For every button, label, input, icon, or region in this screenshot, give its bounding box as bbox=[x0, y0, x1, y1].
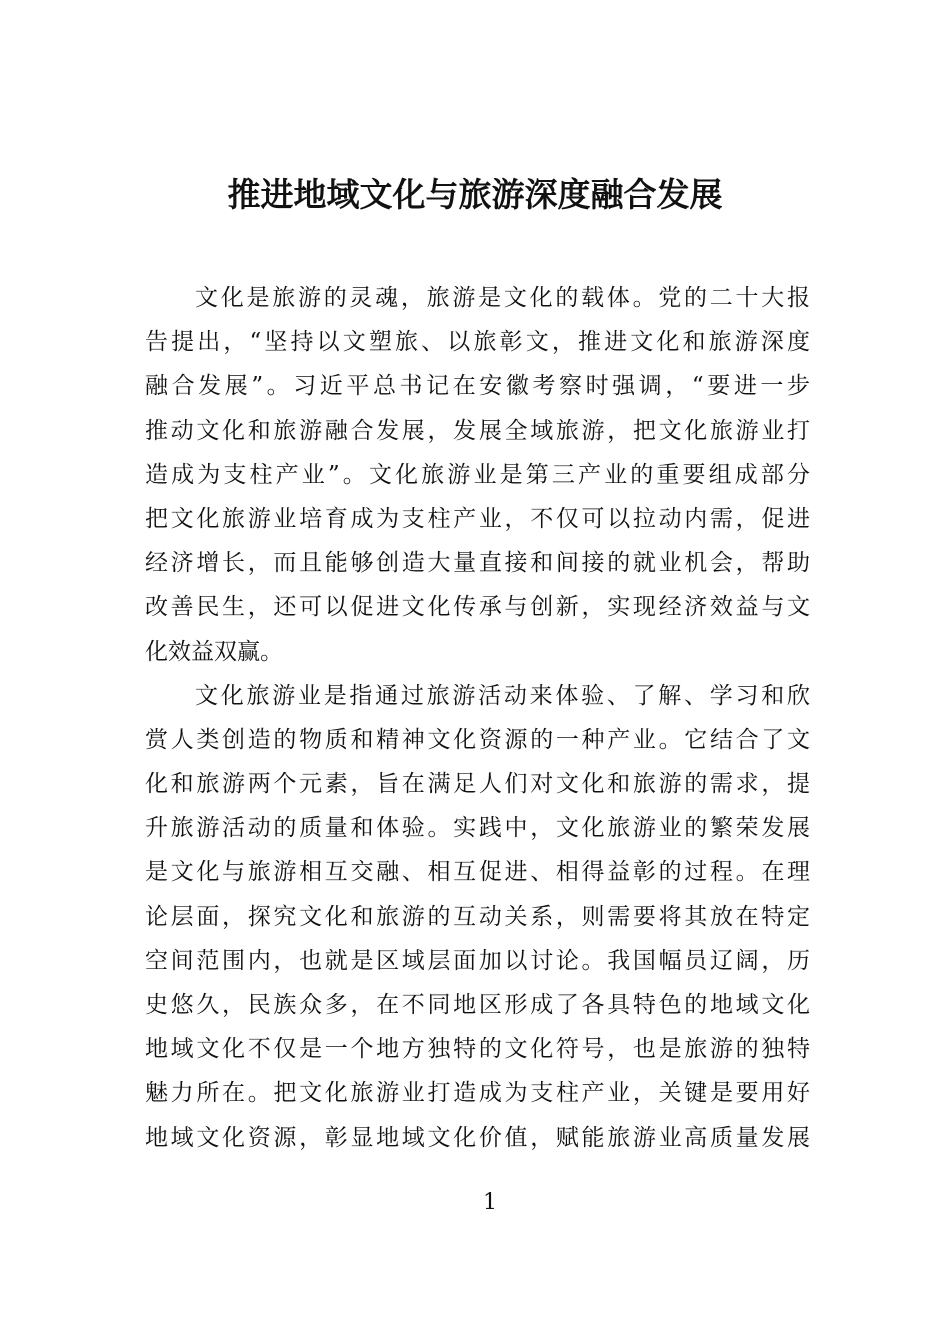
paragraph-line: 文化是旅游的灵魂，旅游是文化的载体。党的二十大报 bbox=[195, 285, 810, 311]
paragraph-line: 地域文化资源，彰显地域文化价值，赋能旅游业高质量发展 bbox=[145, 1124, 810, 1151]
paragraph-line: 空间范围内，也就是区域层面加以讨论。我国幅员辽阔，历 bbox=[145, 947, 810, 974]
paragraph-line: 是文化与旅游相互交融、相互促进、相得益彰的过程。在理 bbox=[145, 859, 810, 886]
paragraph-line: 文化旅游业是指通过旅游活动来体验、了解、学习和欣 bbox=[195, 682, 810, 709]
paragraph-line: 地域文化不仅是一个地方独特的文化符号，也是旅游的独特 bbox=[145, 1036, 810, 1063]
paragraph-line: 化效益双赢。 bbox=[145, 638, 283, 665]
paragraph-line: 推动文化和旅游融合发展，发展全域旅游，把文化旅游业打 bbox=[145, 417, 810, 444]
paragraph-line: 告提出，“坚持以文塑旅、以旅彰文，推进文化和旅游深度 bbox=[145, 329, 810, 356]
paragraph-line: 升旅游活动的质量和体验。实践中，文化旅游业的繁荣发展 bbox=[145, 815, 810, 842]
paragraph-line: 改善民生，还可以促进文化传承与创新，实现经济效益与文 bbox=[145, 594, 810, 621]
paragraph-line: 融合发展”。习近平总书记在安徽考察时强调，“要进一步 bbox=[145, 373, 810, 400]
page-number: 1 bbox=[483, 1190, 497, 1215]
paragraph-line: 论层面，探究文化和旅游的互动关系，则需要将其放在特定 bbox=[145, 903, 810, 930]
document-body bbox=[145, 276, 810, 1160]
paragraph-2 bbox=[145, 674, 810, 1160]
document-title: 推进地域文化与旅游深度融合发展 bbox=[227, 175, 723, 214]
paragraph-line: 魅力所在。把文化旅游业打造成为支柱产业，关键是要用好 bbox=[145, 1080, 810, 1107]
paragraph-line: 化和旅游两个元素，旨在满足人们对文化和旅游的需求，提 bbox=[145, 771, 810, 798]
paragraph-line: 把文化旅游业培育成为支柱产业，不仅可以拉动内需，促进 bbox=[145, 505, 810, 532]
paragraph-line: 史悠久，民族众多，在不同地区形成了各具特色的地域文化 bbox=[145, 992, 810, 1018]
paragraph-line: 赏人类创造的物质和精神文化资源的一种产业。它结合了文 bbox=[145, 726, 810, 753]
paragraph-line: 造成为支柱产业”。文化旅游业是第三产业的重要组成部分 bbox=[145, 461, 810, 488]
paragraph-1 bbox=[145, 276, 810, 674]
paragraph-line: 经济增长，而且能够创造大量直接和间接的就业机会，帮助 bbox=[145, 550, 810, 577]
